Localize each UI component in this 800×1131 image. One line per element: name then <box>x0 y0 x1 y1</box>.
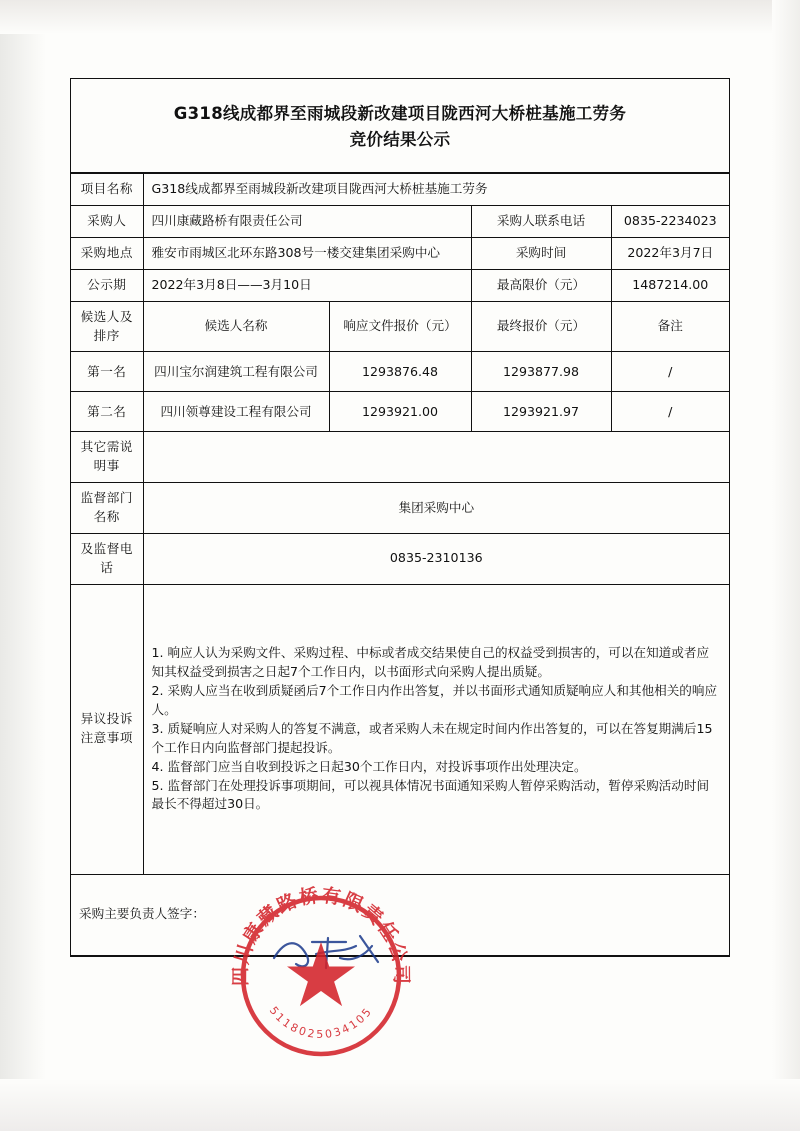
candidate-name: 四川宝尔润建筑工程有限公司 <box>143 352 329 392</box>
announcement-table <box>71 173 729 956</box>
objection-item: 3. 质疑响应人对采购人的答复不满意，或者采购人未在规定时间内作出答复的，可以在答复期满后15个工作日内向监督部门提起投诉。 <box>151 720 713 755</box>
candidate-rank: 第一名 <box>71 352 143 392</box>
signature-label: 采购主要负责人签字： <box>71 874 729 955</box>
objection-notes <box>143 584 729 874</box>
table-row-signature <box>71 874 729 955</box>
project-name-value: G318线成都界至雨城段新改建项目陇西河大桥桩基施工劳务 <box>143 174 729 206</box>
table-row-objection <box>71 584 729 874</box>
table-row-candidates-header <box>71 301 729 352</box>
max-price-label: 最高限价（元） <box>471 269 611 301</box>
supervisor-phone-value: 0835-2310136 <box>143 534 729 585</box>
objection-label: 异议投诉注意事项 <box>71 584 143 874</box>
publicity-period-value: 2022年3月8日——3月10日 <box>143 269 471 301</box>
purchaser-phone-value: 0835-2234023 <box>611 206 729 238</box>
announcement-document <box>70 78 730 957</box>
purchaser-value: 四川康藏路桥有限责任公司 <box>143 206 471 238</box>
document-title <box>71 79 729 173</box>
candidate-name-header: 候选人名称 <box>143 301 329 352</box>
objection-item: 2. 采购人应当在收到质疑函后7个工作日内作出答复，并以书面形式通知质疑响应人和其他相关的响应人。 <box>151 683 718 717</box>
candidate-rank: 第二名 <box>71 392 143 432</box>
purchase-place-label: 采购地点 <box>71 237 143 269</box>
svg-text:5118025034105: 5118025034105 <box>266 1004 376 1042</box>
table-row-purchase-place <box>71 237 729 269</box>
purchase-place-value: 雅安市雨城区北环东路308号一楼交建集团采购中心 <box>143 237 471 269</box>
candidate-response-price: 1293921.00 <box>329 392 471 432</box>
other-notes-value <box>143 432 729 483</box>
project-name-label: 项目名称 <box>71 174 143 206</box>
other-notes-label: 其它需说明事 <box>71 432 143 483</box>
paper-edge-bottom <box>0 1079 800 1131</box>
table-row-other-notes <box>71 432 729 483</box>
final-price-header: 最终报价（元） <box>471 301 611 352</box>
table-row-supervisor-dept <box>71 483 729 534</box>
title-line-2: 竞价结果公示 <box>349 129 451 149</box>
paper-edge-left <box>0 0 46 1131</box>
purchaser-label: 采购人 <box>71 206 143 238</box>
supervisor-phone-label: 及监督电话 <box>71 534 143 585</box>
supervisor-dept-label: 监督部门名称 <box>71 483 143 534</box>
objection-item: 5. 监督部门在处理投诉事项期间，可以视具体情况书面通知采购人暂停采购活动，暂停采购活动时间最长不得超过30日。 <box>151 777 710 812</box>
candidate-final-price: 1293921.97 <box>471 392 611 432</box>
candidate-remark: / <box>611 392 729 432</box>
response-price-header: 响应文件报价（元） <box>329 301 471 352</box>
svg-text:四川康藏路桥有限责任公司: 四川康藏路桥有限责任公司 <box>229 884 413 987</box>
title-line-1: G318线成都界至雨城段新改建项目陇西河大桥桩基施工劳务 <box>173 104 627 123</box>
table-row-project-name <box>71 174 729 206</box>
paper-edge-top <box>0 0 800 34</box>
candidate-name: 四川领尊建设工程有限公司 <box>143 392 329 432</box>
candidates-label: 候选人及排序 <box>71 301 143 352</box>
objection-item: 4. 监督部门应当自收到投诉之日起30个工作日内，对投诉事项作出处理决定。 <box>151 758 587 774</box>
purchase-time-label: 采购时间 <box>471 237 611 269</box>
max-price-value: 1487214.00 <box>611 269 729 301</box>
supervisor-dept-value: 集团采购中心 <box>143 483 729 534</box>
objection-item: 1. 响应人认为采购文件、采购过程、中标或者成交结果使自己的权益受到损害的，可以在知道或者应知其权益受到损害之日起7个工作日内，以书面形式向采购人提出质疑。 <box>151 645 710 680</box>
purchase-time-value: 2022年3月7日 <box>611 237 729 269</box>
table-row-purchaser <box>71 206 729 238</box>
candidate-final-price: 1293877.98 <box>471 352 611 392</box>
table-row-publicity-period <box>71 269 729 301</box>
table-row-supervisor-phone <box>71 534 729 585</box>
remark-header: 备注 <box>611 301 729 352</box>
candidate-response-price: 1293876.48 <box>329 352 471 392</box>
table-row-candidate <box>71 392 729 432</box>
table-row-candidate <box>71 352 729 392</box>
candidate-remark: / <box>611 352 729 392</box>
purchaser-phone-label: 采购人联系电话 <box>471 206 611 238</box>
paper-edge-right <box>772 0 800 1131</box>
publicity-period-label: 公示期 <box>71 269 143 301</box>
